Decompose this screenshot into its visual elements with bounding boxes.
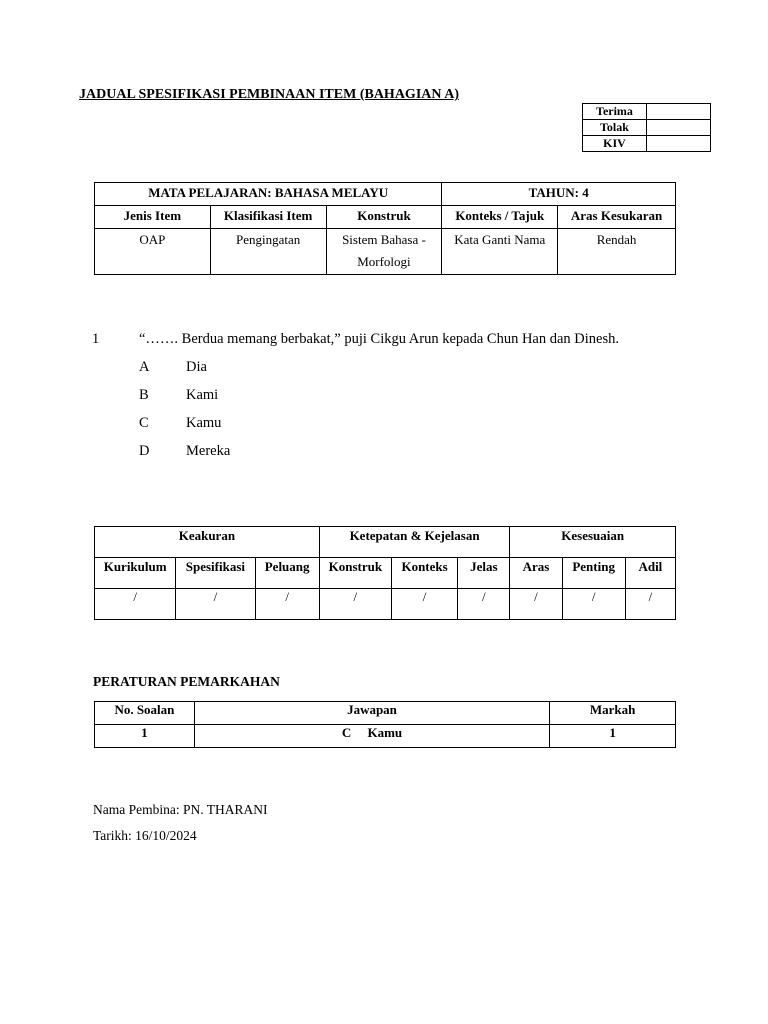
status-row bbox=[583, 104, 711, 120]
eval-criterion-penting: Penting bbox=[562, 558, 625, 589]
eval-criterion-spesifikasi: Spesifikasi bbox=[176, 558, 255, 589]
eval-criterion-konteks: Konteks bbox=[391, 558, 457, 589]
spec-data-row bbox=[95, 229, 676, 275]
eval-mark: / bbox=[562, 589, 625, 620]
status-label-kiv: KIV bbox=[583, 136, 647, 152]
eval-mark: / bbox=[458, 589, 510, 620]
marking-question-no: 1 bbox=[95, 725, 195, 748]
evaluation-table bbox=[94, 526, 676, 620]
eval-mark: / bbox=[391, 589, 457, 620]
spec-value-konstruk: Sistem Bahasa - Morfologi bbox=[326, 229, 442, 275]
spec-header-klasifikasi: Klasifikasi Item bbox=[210, 206, 326, 229]
status-cell-kiv bbox=[647, 136, 711, 152]
option-letter-c: C bbox=[139, 415, 149, 431]
status-cell-tolak bbox=[647, 120, 711, 136]
question-text: “……. Berdua memang berbakat,” puji Cikgu Arun kepada Chun Han dan Dinesh. bbox=[139, 331, 619, 347]
spec-value-aras: Rendah bbox=[558, 229, 676, 275]
option-letter-b: B bbox=[139, 387, 149, 403]
eval-mark: / bbox=[95, 589, 176, 620]
status-label-tolak: Tolak bbox=[583, 120, 647, 136]
eval-criterion-adil: Adil bbox=[625, 558, 675, 589]
spec-value-jenis-item: OAP bbox=[95, 229, 211, 275]
eval-mark: / bbox=[176, 589, 255, 620]
eval-mark: / bbox=[255, 589, 319, 620]
builder-name: Nama Pembina: PN. THARANI bbox=[93, 802, 268, 817]
spec-header-konstruk: Konstruk bbox=[326, 206, 442, 229]
marking-answer: C Kamu bbox=[194, 725, 549, 748]
eval-criterion-jelas: Jelas bbox=[458, 558, 510, 589]
marking-mark: 1 bbox=[550, 725, 676, 748]
status-row bbox=[583, 136, 711, 152]
marking-header-jawapan: Jawapan bbox=[194, 702, 549, 725]
review-status-box bbox=[582, 103, 711, 152]
spec-header-aras: Aras Kesukaran bbox=[558, 206, 676, 229]
eval-mark: / bbox=[625, 589, 675, 620]
option-letter-a: A bbox=[139, 359, 150, 375]
eval-marks-row bbox=[95, 589, 676, 620]
option-text-c: Kamu bbox=[186, 415, 222, 431]
eval-criterion-konstruk: Konstruk bbox=[319, 558, 391, 589]
subject-cell: MATA PELAJARAN: BAHASA MELAYU bbox=[95, 183, 442, 206]
marking-table bbox=[94, 701, 676, 748]
option-text-b: Kami bbox=[186, 387, 219, 403]
question-number: 1 bbox=[92, 331, 100, 347]
eval-criterion-peluang: Peluang bbox=[255, 558, 319, 589]
eval-mark: / bbox=[510, 589, 562, 620]
marking-data-row bbox=[95, 725, 676, 748]
eval-group-kesesuaian: Kesesuaian bbox=[510, 527, 676, 558]
option-text-a: Dia bbox=[186, 359, 207, 375]
status-cell-terima bbox=[647, 104, 711, 120]
marking-header-row bbox=[95, 702, 676, 725]
status-label-terima: Terima bbox=[583, 104, 647, 120]
specification-table bbox=[94, 182, 676, 275]
spec-header-row bbox=[95, 206, 676, 229]
document-date: Tarikh: 16/10/2024 bbox=[93, 828, 197, 843]
eval-mark: / bbox=[319, 589, 391, 620]
spec-header-konteks: Konteks / Tajuk bbox=[442, 206, 558, 229]
eval-criterion-aras: Aras bbox=[510, 558, 562, 589]
option-text-d: Mereka bbox=[186, 443, 231, 459]
option-letter-d: D bbox=[139, 443, 150, 459]
year-cell: TAHUN: 4 bbox=[442, 183, 676, 206]
eval-group-ketepatan: Ketepatan & Kejelasan bbox=[319, 527, 510, 558]
spec-title-row bbox=[95, 183, 676, 206]
marking-header-markah: Markah bbox=[550, 702, 676, 725]
eval-criterion-kurikulum: Kurikulum bbox=[95, 558, 176, 589]
eval-criteria-row bbox=[95, 558, 676, 589]
document-title: JADUAL SPESIFIKASI PEMBINAAN ITEM (BAHAGIAN A) bbox=[79, 87, 459, 102]
eval-group-row bbox=[95, 527, 676, 558]
spec-value-klasifikasi: Pengingatan bbox=[210, 229, 326, 275]
marking-rules-title: PERATURAN PEMARKAHAN bbox=[93, 674, 280, 689]
eval-group-keakuran: Keakuran bbox=[95, 527, 320, 558]
marking-header-no: No. Soalan bbox=[95, 702, 195, 725]
spec-header-jenis-item: Jenis Item bbox=[95, 206, 211, 229]
spec-value-konteks: Kata Ganti Nama bbox=[442, 229, 558, 275]
status-row bbox=[583, 120, 711, 136]
